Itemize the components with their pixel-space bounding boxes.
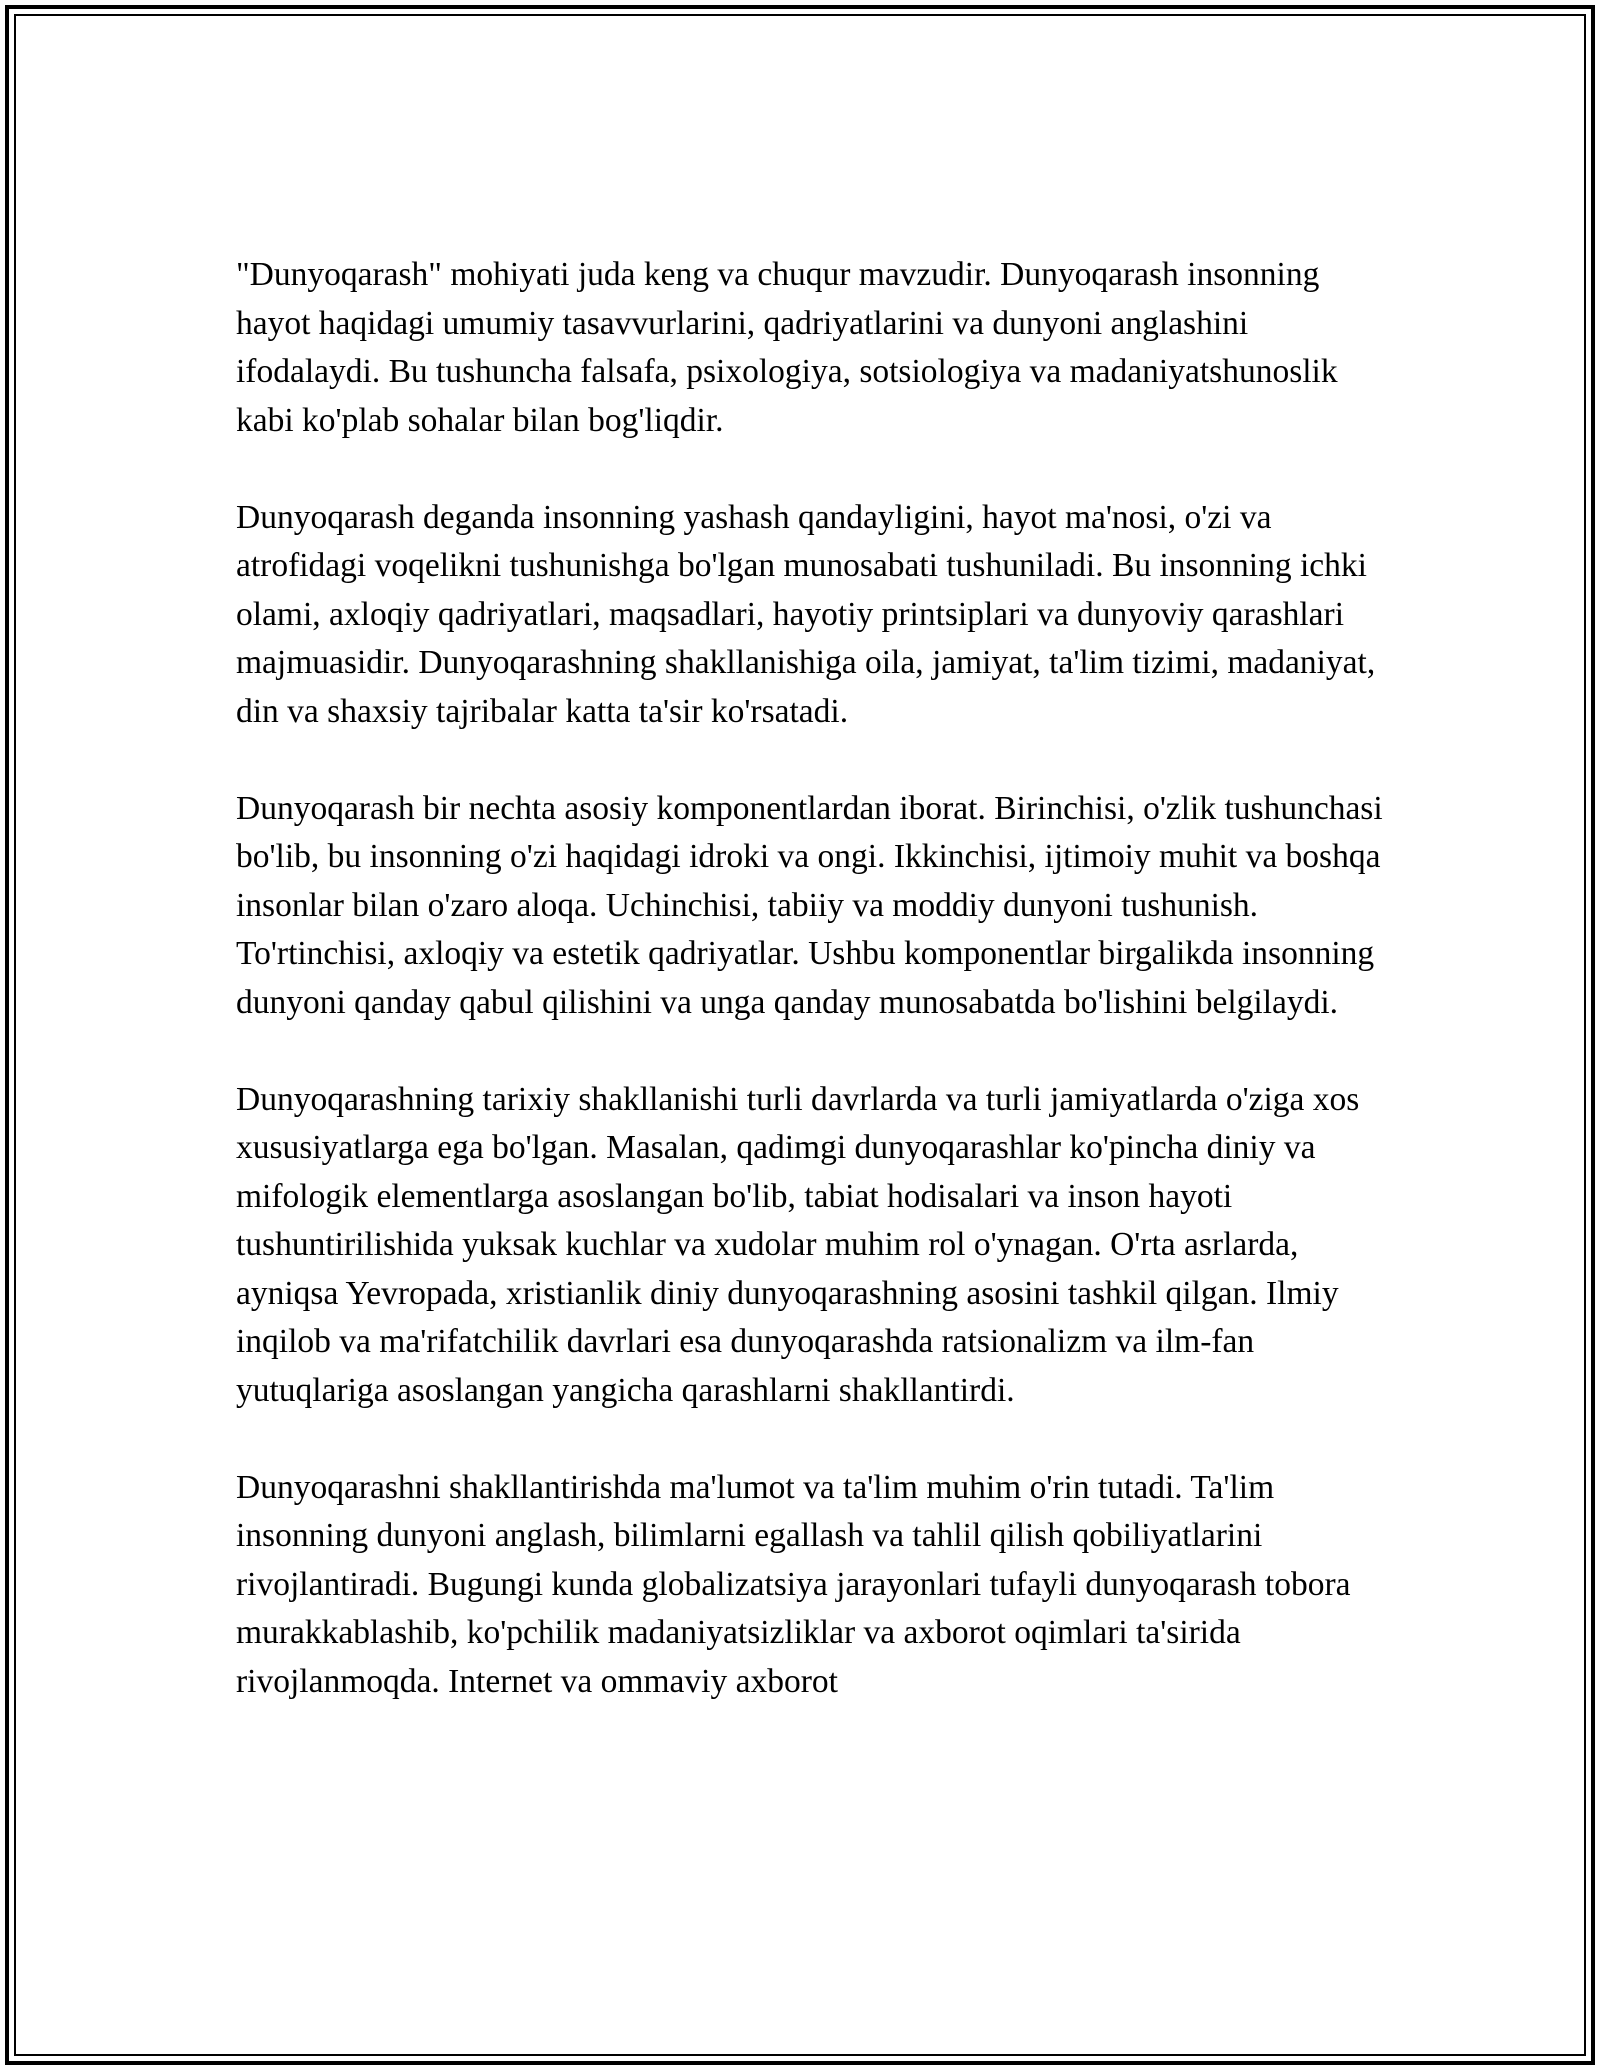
paragraph-3: Dunyoqarash bir nechta asosiy komponentlardan iborat. Birinchisi, o'zlik tushunchasi bo'lib, bu insonning o'zi haqidagi idroki va ongi. Ikkinchisi, ijtimoiy muhit va boshqa insonlar bilan o'zaro aloqa. Uchinchisi, tabiiy va moddiy dunyoni tushunish. To'rtinchisi, axloqiy va estetik qadriyatlar. Ushbu komponentlar birgalikda insonning dunyoni qanday qabul qilishini va unga qanday munosabatda bo'lishini belgilaydi. (236, 789, 1383, 1021)
paragraph-5: Dunyoqarashni shakllantirishda ma'lumot va ta'lim muhim o'rin tutadi. Ta'lim insonning dunyoni anglash, bilimlarni egallash va tahlil qilish qobiliyatlarini rivojlantiradi. Bugungi kunda globalizatsiya jarayonlari tufayli dunyoqarash tobora murakkablashib, ko'pchilik madaniyatsizliklar va axborot oqimlari ta'sirida rivojlanmoqda. Internet va ommaviy axborot (236, 1468, 1351, 1700)
paragraph-2: Dunyoqarash deganda insonning yashash qandayligini, hayot ma'nosi, o'zi va atrofidagi voqelikni tushunishga bo'lgan munosabati tushuniladi. Bu insonning ichki olami, axloqiy qadriyatlari, maqsadlari, hayotiy printsiplari va dunyoviy qarashlari majmuasidir. Dunyoqarashning shakllanishiga oila, jamiyat, ta'lim tizimi, madaniyat, din va shaxsiy tajribalar katta ta'sir ko'rsatadi. (236, 498, 1376, 730)
paragraph-4: Dunyoqarashning tarixiy shakllanishi turli davrlarda va turli jamiyatlarda o'ziga xos xususiyatlarga ega bo'lgan. Masalan, qadimgi dunyoqarashlar ko'pincha diniy va mifologik elementlarga asoslangan bo'lib, tabiat hodisalari va inson hayoti tushuntirilishida yuksak kuchlar va xudolar muhim rol o'ynagan. O'rta asrlarda, ayniqsa Yevropada, xristianlik diniy dunyoqarashning asosini tashkil qilgan. Ilmiy inqilob va ma'rifatchilik davrlari esa dunyoqarashda ratsionalizm va ilm-fan yutuqlariga asoslangan yangicha qarashlarni shakllantirdi. (236, 1080, 1360, 1409)
paragraph-1: "Dunyoqarash" mohiyati juda keng va chuqur mavzudir. Dunyoqarash insonning hayot haqidagi umumiy tasavvurlarini, qadriyatlarini va dunyoni anglashini ifodalaydi. Bu tushuncha falsafa, psixologiya, sotsiologiya va madaniyatshunoslik kabi ko'plab sohalar bilan bog'liqdir. (236, 256, 1338, 439)
document-body (236, 251, 1386, 1706)
